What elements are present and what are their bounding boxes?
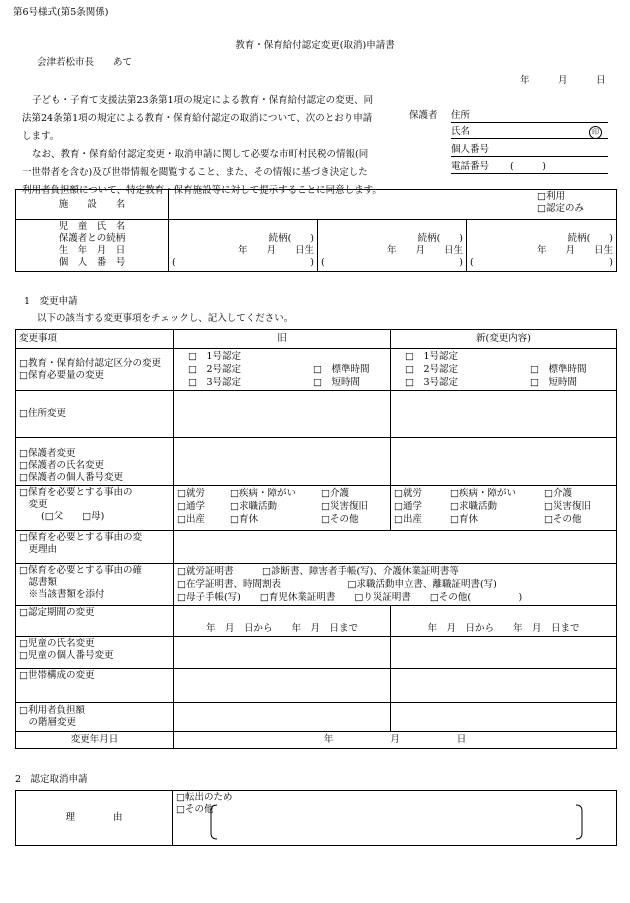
child-name-label: 児 童 氏 名 (58, 221, 126, 232)
cancel-other-reason-field[interactable] (219, 805, 574, 837)
docs-line-1[interactable]: □就労証明書 □診断書、障害者手帳(写)、介護休業証明書等 (177, 566, 459, 577)
address-change-item[interactable]: □住所変更 (16, 391, 174, 438)
child-1-cell[interactable]: 続柄( ) 年 月 日生 ( ) (169, 220, 318, 272)
intro-line: 子ども・子育て支援法第23条第1項の規定による教育・保育給付認定の変更、同 (32, 95, 374, 106)
cert-new-1go[interactable]: □ 1号認定 (405, 351, 459, 362)
col-header-new: 新(変更内容) (391, 330, 617, 349)
household-old-field[interactable] (174, 669, 391, 703)
guardian-id-label: 個人番号 (451, 144, 490, 155)
child-id-label: 個 人 番 号 (58, 257, 126, 268)
cert-old-3go[interactable]: □ 3号認定 (188, 377, 242, 388)
cert-change-item[interactable]: □教育・保育給付認定区分の変更 □保育必要量の変更 (16, 349, 174, 391)
cancel-reason-cell (173, 791, 617, 846)
household-change-item[interactable]: □世帯構成の変更 (16, 669, 174, 703)
reason-old-other[interactable]: □その他 (321, 514, 359, 525)
child-2-relation: 続柄( ) (417, 233, 463, 244)
reason-old-jobseek[interactable]: □求職活動 (230, 501, 277, 512)
reason-new-leave[interactable]: □育休 (450, 514, 478, 525)
guardian-new-field[interactable] (391, 438, 617, 486)
child-change-old-field[interactable] (174, 637, 391, 669)
reason-old-options[interactable] (174, 486, 391, 531)
change-date-field[interactable]: 年 月 日 (174, 732, 617, 749)
cert-new-3go[interactable]: □ 3号認定 (405, 377, 459, 388)
docs-options[interactable] (174, 564, 617, 606)
child-change-item[interactable]: □児童の氏名変更 □児童の個人番号変更 (16, 637, 174, 669)
guardian-phone-field[interactable] (451, 161, 608, 174)
period-old-field[interactable]: 年 月 日から 年 月 日まで (174, 606, 391, 637)
facility-name-field[interactable] (169, 190, 617, 220)
reason-new-school[interactable]: □通学 (394, 501, 422, 512)
intro-line: します。 (22, 131, 60, 142)
cert-old-standard[interactable]: □ 標準時間 (313, 364, 370, 375)
guardian-label: 保護者 (409, 110, 438, 121)
reason-new-options[interactable] (391, 486, 617, 531)
fee-old-field[interactable] (174, 703, 391, 732)
docs-line-3[interactable]: □母子手帳(写) □育児休業証明書 □り災証明書 □その他( ) (177, 592, 523, 603)
cert-old-1go[interactable]: □ 1号認定 (188, 351, 242, 362)
reason-for-change-item[interactable]: □保育を必要とする事由の変 更理由 (16, 531, 174, 564)
reason-old-school[interactable]: □通学 (177, 501, 205, 512)
cert-old-2go[interactable]: □ 2号認定 (188, 364, 242, 375)
intro-paragraph (22, 92, 382, 200)
address-old-field[interactable] (174, 391, 391, 438)
guardian-old-field[interactable] (174, 438, 391, 486)
reason-new-disaster[interactable]: □災害復旧 (544, 501, 591, 512)
intro-line: なお、教育・保育給付認定変更・取消申請に関して必要な市町村民税の情報(同 (32, 149, 369, 160)
cancel-reason-label: 理 由 (16, 791, 173, 846)
reason-old-work[interactable]: □就労 (177, 488, 205, 499)
reason-new-illness[interactable]: □疾病・障がい (450, 488, 516, 499)
facility-child-table (15, 189, 617, 272)
household-new-field[interactable] (391, 669, 617, 703)
cert-new-short[interactable]: □ 短時間 (530, 377, 577, 388)
child-labels-cell (16, 220, 169, 272)
cert-new-2go[interactable]: □ 2号認定 (405, 364, 459, 375)
intro-line: 利用者負担額について、特定教育・保育施設等に対して提示することに同意します。 (22, 185, 382, 196)
cert-new-standard[interactable]: □ 標準時間 (530, 364, 587, 375)
reason-new-care[interactable]: □介護 (544, 488, 572, 499)
cert-new-options[interactable] (391, 349, 617, 391)
cert-old-short[interactable]: □ 短時間 (313, 377, 360, 388)
child-change-new-field[interactable] (391, 637, 617, 669)
guardian-name-label: 氏名 (451, 126, 471, 137)
period-change-item[interactable]: □認定期間の変更 (16, 606, 174, 637)
docs-line-2[interactable]: □在学証明書、時間割表 □求職活動申立書、離職証明書(写) (177, 579, 497, 590)
guardian-phone-label: 電話番号 (451, 161, 490, 172)
reason-old-birth[interactable]: □出産 (177, 514, 205, 525)
child-2-cell[interactable]: 続柄( ) 年 月 日生 ( ) (318, 220, 467, 272)
child-3-birth: 年 月 日生 (537, 245, 614, 256)
facility-label-cell: 施 設 名 (16, 190, 169, 220)
child-relation-label: 保護者との続柄 (58, 233, 126, 244)
child-3-cell[interactable]: 続柄( ) 年 月 日生 ( ) (467, 220, 617, 272)
intro-line: 一世帯者を含む)及び世帯情報を閲覧すること、また、その情報に基づき決定した (22, 167, 368, 178)
addressee: 会津若松市長 あて (37, 57, 133, 68)
reason-new-other[interactable]: □その他 (544, 514, 582, 525)
section1-heading: 1 変更申請 (24, 296, 78, 307)
child-birthdate-label: 生 年 月 日 (58, 245, 126, 256)
guardian-change-item[interactable]: □保護者変更 □保護者の氏名変更 □保護者の個人番号変更 (16, 438, 174, 486)
intro-line: 法第24条第1項の規定による教育・保育給付認定の取消について、次のとおり申請 (22, 113, 373, 124)
change-date-label: 変更年月日 (16, 732, 174, 749)
period-new-field[interactable]: 年 月 日から 年 月 日まで (391, 606, 617, 637)
seal-icon: 印 (589, 126, 602, 139)
reason-old-care[interactable]: □介護 (321, 488, 349, 499)
guardian-name-field[interactable] (451, 126, 608, 139)
guardian-phone-paren: ( ) (510, 161, 546, 172)
reason-old-illness[interactable]: □疾病・障がい (230, 488, 296, 499)
fee-change-item[interactable]: □利用者負担額 の階層変更 (16, 703, 174, 732)
cert-old-options[interactable] (174, 349, 391, 391)
col-header-old: 旧 (174, 330, 391, 349)
cancel-table (15, 790, 617, 846)
section1-note: 以下の該当する変更事項をチェックし、記入してください。 (37, 313, 294, 324)
form-number: 第6号様式(第5条関係) (13, 7, 109, 18)
child-1-birth: 年 月 日生 (237, 245, 314, 256)
facility-use-checkbox[interactable]: □利用 (537, 191, 565, 202)
reason-old-disaster[interactable]: □災害復旧 (321, 501, 368, 512)
cancel-move-checkbox[interactable]: □転出のため (176, 792, 233, 803)
cancel-other-checkbox[interactable]: □その他 (176, 803, 214, 815)
child-2-birth: 年 月 日生 (386, 245, 463, 256)
fee-new-field[interactable] (391, 703, 617, 732)
col-header-item: 変更事項 (16, 330, 174, 349)
child-3-relation: 続柄( ) (567, 233, 614, 244)
reason-old-leave[interactable]: □育休 (230, 514, 258, 525)
section2-heading: 2 認定取消申請 (15, 774, 88, 785)
guardian-address-field[interactable] (451, 110, 608, 123)
guardian-address-label: 住所 (451, 110, 471, 121)
docs-item[interactable]: □保育を必要とする事由の確 認書類 ※当該書類を添付 (16, 564, 174, 606)
change-table (15, 329, 617, 749)
child-1-relation: 続柄( ) (268, 233, 314, 244)
date-line: 年 月 日 (520, 75, 606, 86)
reason-new-jobseek[interactable]: □求職活動 (450, 501, 497, 512)
guardian-id-field[interactable] (451, 144, 608, 157)
reason-change-item[interactable]: □保育を必要とする事由の 変更 (□父 □母) (16, 486, 174, 531)
facility-cert-only-checkbox[interactable]: □認定のみ (537, 202, 584, 214)
reason-new-work[interactable]: □就労 (394, 488, 422, 499)
address-new-field[interactable] (391, 391, 617, 438)
reason-for-change-field[interactable] (174, 531, 617, 564)
reason-new-birth[interactable]: □出産 (394, 514, 422, 525)
form-title: 教育・保育給付認定変更(取消)申請書 (235, 40, 395, 51)
